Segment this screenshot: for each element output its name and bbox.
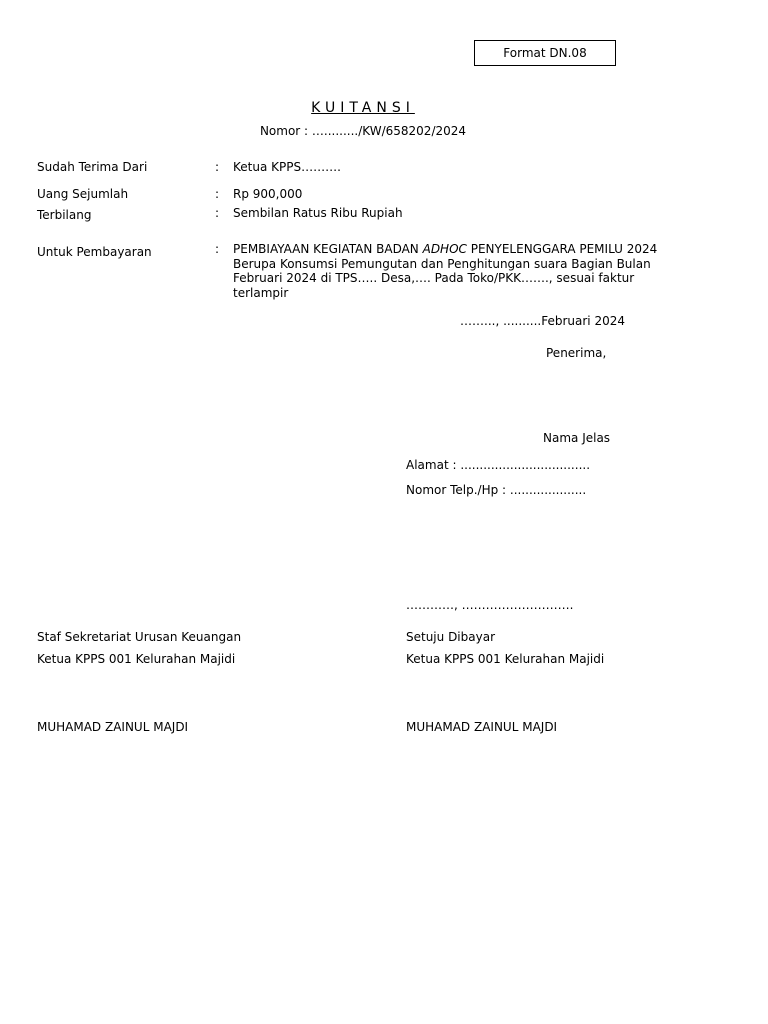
received-from-value: Ketua KPPS………. bbox=[233, 160, 341, 174]
format-label-box bbox=[474, 40, 616, 66]
spelled-amount-label: Terbilang bbox=[37, 208, 92, 222]
right-signatory-position: Ketua KPPS 001 Kelurahan Majidi bbox=[406, 652, 605, 666]
purpose-value bbox=[233, 242, 673, 300]
document-title: KUITANSI bbox=[311, 100, 415, 116]
receiver-name: Nama Jelas bbox=[543, 431, 611, 445]
receiver-address: Alamat : .................................. bbox=[406, 458, 591, 472]
purpose-label: Untuk Pembayaran bbox=[37, 245, 152, 259]
left-signatory-name: MUHAMAD ZAINUL MAJDI bbox=[37, 720, 189, 734]
purpose-text-italic: ADHOC bbox=[422, 242, 467, 256]
received-from-colon: : bbox=[215, 160, 220, 174]
document-number: Nomor : …........./KW/658202/2024 bbox=[259, 124, 467, 138]
receipt-date: ……..., ..........Februari 2024 bbox=[460, 314, 625, 328]
right-signatory-title: Setuju Dibayar bbox=[406, 630, 495, 644]
receiver-phone: Nomor Telp./Hp : .................... bbox=[406, 483, 587, 497]
spelled-amount-value: Sembilan Ratus Ribu Rupiah bbox=[233, 206, 403, 220]
left-signatory-position: Ketua KPPS 001 Kelurahan Majidi bbox=[37, 652, 236, 666]
right-signatory-name: MUHAMAD ZAINUL MAJDI bbox=[406, 720, 558, 734]
purpose-text-part2: PENYELENGGARA PEMILU 2024 Berupa Konsumsi Pemungutan dan Penghitungan suara Bagian Bulan Februari 2024 di TPS….. Desa,…. Pada Toko/PKK……., sesuai faktur terlampir bbox=[233, 242, 658, 300]
amount-value: Rp 900,000 bbox=[233, 187, 303, 201]
approval-date: …………, ………………………. bbox=[406, 598, 574, 612]
amount-colon: : bbox=[215, 187, 220, 201]
received-from-label: Sudah Terima Dari bbox=[37, 160, 148, 174]
spelled-amount-colon: : bbox=[215, 206, 220, 220]
receiver-role: Penerima, bbox=[546, 346, 607, 360]
format-label: Format DN.08 bbox=[503, 46, 587, 60]
amount-label: Uang Sejumlah bbox=[37, 187, 129, 201]
left-signatory-title: Staf Sekretariat Urusan Keuangan bbox=[37, 630, 242, 644]
purpose-text-part1: PEMBIAYAAN KEGIATAN BADAN bbox=[233, 242, 423, 256]
purpose-colon: : bbox=[215, 242, 220, 256]
